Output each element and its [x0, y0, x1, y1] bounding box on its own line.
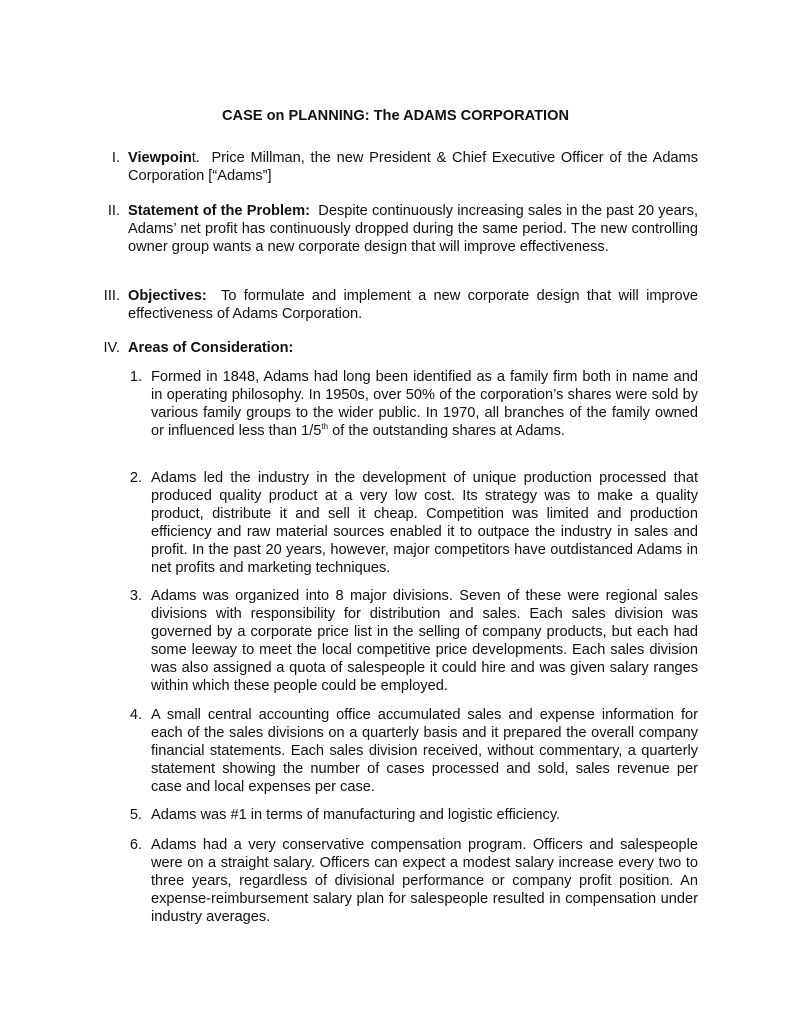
- section-heading: Statement of the Problem:: [128, 203, 310, 219]
- list-item: [129, 707, 698, 797]
- list-item-text: Adams led the industry in the development of unique production processed that produced quality product at a very low cost. Its strategy was to make a quality product, distribute it and sell it cheap. Competition was limited and production efficiency and raw material sources enabled it to outpace the industry in sales and profit. In the past 20 years, however, major competitors have outdistanced Adams in net profits and marketing techniques.: [151, 470, 698, 576]
- list-item-text: Adams had a very conservative compensation program. Officers and salespeople were on a straight salary. Officers can expect a modest salary increase every two to three years, regardless of divisional performance or company profit position. An expense-reimbursement salary plan for salespeople resulted in compensation under industry averages.: [151, 837, 698, 925]
- section-heading-tail: t.: [191, 150, 200, 166]
- list-item-number: 6.: [129, 837, 142, 853]
- section-number: IV.: [103, 340, 120, 356]
- list-item-text-cont: of the outstanding shares at Adams.: [328, 422, 565, 439]
- section-problem-statement: [107, 203, 699, 257]
- list-item-number: 2.: [129, 470, 142, 486]
- list-item: [129, 588, 698, 695]
- list-item-text: Adams was organized into 8 major divisions. Seven of these were regional sales divisions with responsibility for distribution and sales. Each sales division was governed by a corporate price list in the selling of company products, but each had some leeway to meet the local competitive price developments. Each sales division was also assigned a quota of salespeople it could hire and was given salary ranges within which these people could be employed.: [151, 588, 698, 694]
- list-item-number: 4.: [129, 707, 142, 723]
- section-viewpoint: [111, 150, 698, 186]
- list-item: [129, 470, 698, 577]
- list-item-text: Adams was #1 in terms of manufacturing and logistic efficiency.: [151, 807, 561, 823]
- section-number: II.: [107, 203, 120, 219]
- list-item-text: A small central accounting office accumulated sales and expense information for each of the sales divisions on a quarterly basis and it prepared the overall company financial statements. Each sales division received, without commentary, a quarterly statement showing the number of cases processed and sold, sales revenue per case and local expenses per case.: [151, 707, 698, 795]
- section-text: Price Millman, the new President & Chief Executive Officer of the Adams Corporation [“Adams”]: [128, 150, 698, 184]
- list-item-number: 1.: [129, 369, 142, 385]
- list-item: [129, 807, 698, 825]
- section-text: To formulate and implement a new corporate design that will improve effectiveness of Adams Corporation.: [128, 288, 698, 322]
- section-number: III.: [103, 288, 120, 304]
- list-item-text: Formed in 1848, Adams had long been identified as a family firm both in name and in operating philosophy. In 1950s, over 50% of the corporation’s shares were sold by various family groups to the wider public. In 1970, all branches of the family owned or influenced less than 1/5: [151, 369, 698, 439]
- section-number: I.: [111, 150, 120, 166]
- document-title: CASE on PLANNING: The ADAMS CORPORATION: [222, 108, 569, 124]
- section-areas-of-consideration: [103, 340, 698, 358]
- section-heading: Objectives:: [128, 288, 207, 304]
- section-heading: Areas of Consideration:: [128, 340, 294, 356]
- list-item: [129, 837, 698, 927]
- list-item-number: 5.: [129, 807, 142, 823]
- section-objectives: [103, 288, 698, 324]
- section-text: Despite continuously increasing sales in the past 20 years, Adams’ net profit has continuously dropped during the same period. The new controlling owner group wants a new corporate design that will improve effectiveness.: [128, 203, 699, 255]
- list-item-number: 3.: [129, 588, 142, 604]
- superscript: th: [321, 421, 329, 431]
- section-heading: Viewpoin: [128, 150, 192, 166]
- list-item: [129, 369, 698, 441]
